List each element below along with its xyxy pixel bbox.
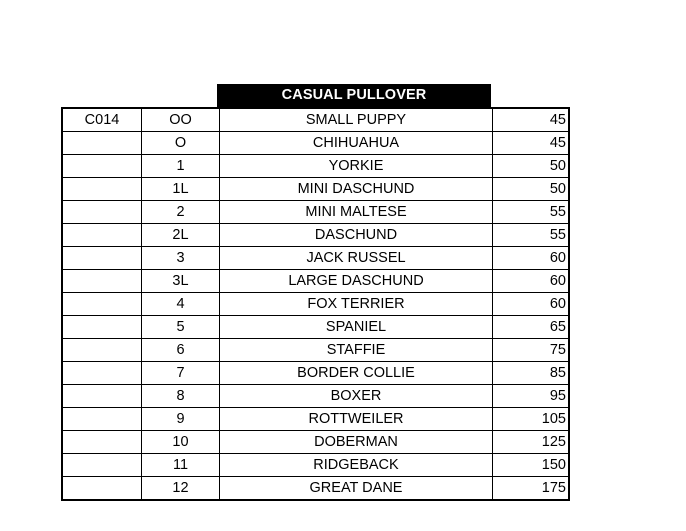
breed-cell: DASCHUND (220, 224, 493, 247)
table-row (62, 339, 569, 362)
breed-cell: RIDGEBACK (220, 454, 493, 477)
size-cell: 4 (142, 293, 220, 316)
product-code-cell (62, 316, 142, 339)
size-cell: 6 (142, 339, 220, 362)
price-cell: 105 (493, 408, 570, 431)
breed-cell: MINI MALTESE (220, 201, 493, 224)
product-code-cell: C014 (62, 108, 142, 132)
price-cell: 150 (493, 454, 570, 477)
size-cell: 1 (142, 155, 220, 178)
price-cell: 45 (493, 108, 570, 132)
product-code-cell (62, 431, 142, 454)
product-code-cell (62, 132, 142, 155)
price-cell: 85 (493, 362, 570, 385)
size-cell: 9 (142, 408, 220, 431)
price-cell: 60 (493, 293, 570, 316)
price-cell: 45 (493, 132, 570, 155)
product-code-cell (62, 270, 142, 293)
breed-cell: CHIHUAHUA (220, 132, 493, 155)
breed-cell: FOX TERRIER (220, 293, 493, 316)
price-cell: 95 (493, 385, 570, 408)
price-cell: 60 (493, 247, 570, 270)
breed-cell: SPANIEL (220, 316, 493, 339)
breed-cell: YORKIE (220, 155, 493, 178)
table-row (62, 316, 569, 339)
table-row (62, 155, 569, 178)
table-row (62, 477, 569, 501)
breed-cell: STAFFIE (220, 339, 493, 362)
size-cell: 8 (142, 385, 220, 408)
price-cell: 50 (493, 155, 570, 178)
price-cell: 125 (493, 431, 570, 454)
size-cell: 11 (142, 454, 220, 477)
table-row (62, 431, 569, 454)
product-code-cell (62, 408, 142, 431)
price-cell: 175 (493, 477, 570, 501)
product-code-cell (62, 362, 142, 385)
product-code-cell (62, 247, 142, 270)
table-title: CASUAL PULLOVER (217, 84, 491, 107)
price-cell: 50 (493, 178, 570, 201)
breed-cell: GREAT DANE (220, 477, 493, 501)
table-row (62, 178, 569, 201)
table-row (62, 108, 569, 132)
price-table-body (62, 108, 569, 500)
size-cell: 3 (142, 247, 220, 270)
size-cell: 10 (142, 431, 220, 454)
product-code-cell (62, 155, 142, 178)
product-code-cell (62, 477, 142, 501)
price-cell: 75 (493, 339, 570, 362)
breed-cell: DOBERMAN (220, 431, 493, 454)
table-row (62, 362, 569, 385)
price-cell: 55 (493, 224, 570, 247)
product-code-cell (62, 293, 142, 316)
table-row (62, 270, 569, 293)
breed-cell: BOXER (220, 385, 493, 408)
breed-cell: SMALL PUPPY (220, 108, 493, 132)
size-cell: 2L (142, 224, 220, 247)
product-code-cell (62, 385, 142, 408)
size-cell: 5 (142, 316, 220, 339)
breed-cell: MINI DASCHUND (220, 178, 493, 201)
size-cell: 7 (142, 362, 220, 385)
size-cell: O (142, 132, 220, 155)
breed-cell: JACK RUSSEL (220, 247, 493, 270)
table-row (62, 224, 569, 247)
price-cell: 65 (493, 316, 570, 339)
size-cell: 12 (142, 477, 220, 501)
product-code-cell (62, 454, 142, 477)
breed-cell: ROTTWEILER (220, 408, 493, 431)
table-row (62, 454, 569, 477)
product-code-cell (62, 178, 142, 201)
breed-cell: BORDER COLLIE (220, 362, 493, 385)
product-code-cell (62, 339, 142, 362)
size-cell: 2 (142, 201, 220, 224)
table-row (62, 293, 569, 316)
table-row (62, 408, 569, 431)
table-row (62, 385, 569, 408)
table-row (62, 247, 569, 270)
size-cell: 3L (142, 270, 220, 293)
size-cell: 1L (142, 178, 220, 201)
breed-cell: LARGE DASCHUND (220, 270, 493, 293)
table-row (62, 201, 569, 224)
size-cell: OO (142, 108, 220, 132)
price-cell: 60 (493, 270, 570, 293)
table-row (62, 132, 569, 155)
product-code-cell (62, 201, 142, 224)
product-code-cell (62, 224, 142, 247)
price-table (61, 107, 570, 501)
price-cell: 55 (493, 201, 570, 224)
